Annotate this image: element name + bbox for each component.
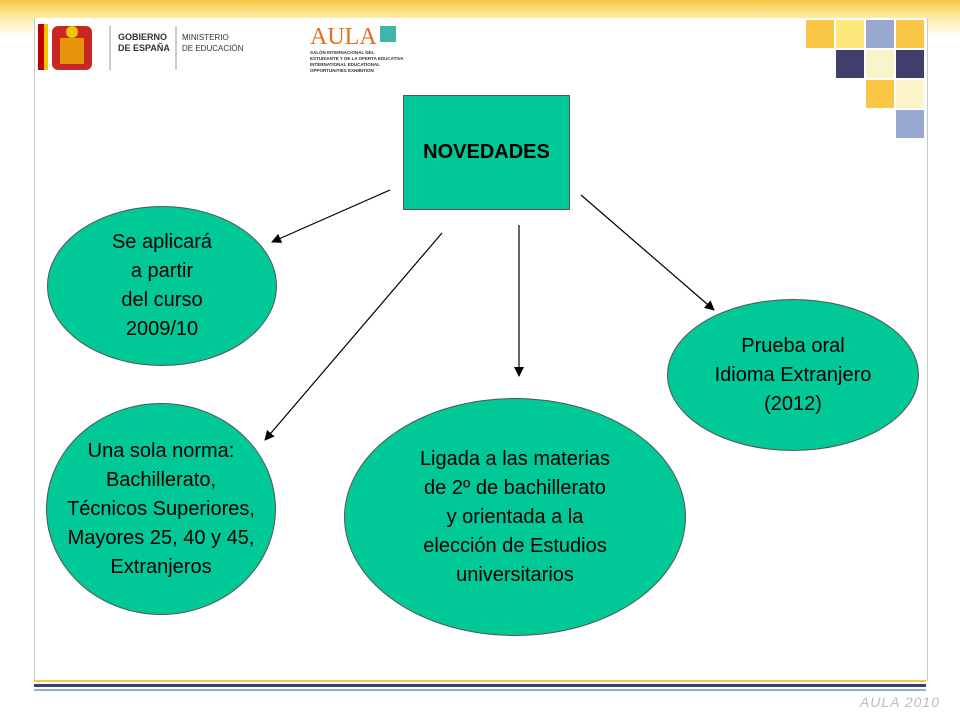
- node-oral-exam: Prueba oral Idioma Extranjero (2012): [667, 299, 919, 451]
- center-node-novedades: NOVEDADES: [403, 95, 570, 210]
- bottom-line-blue: [34, 689, 926, 691]
- gov-line2: DE ESPAÑA: [118, 43, 170, 53]
- node-subjects: Ligada a las materias de 2º de bachillerato y orientada a la elección de Estudios universitarios: [344, 398, 686, 636]
- aula-sub3: INTERNATIONAL EDUCATIONAL: [310, 62, 380, 67]
- arrow-to-oral: [581, 195, 714, 310]
- node-start-date: Se aplicará a partir del curso 2009/10: [47, 206, 277, 366]
- aula-sub2: ESTUDIANTE Y DE LA OFERTA EDUCATIVA: [310, 56, 404, 61]
- arrow-to-norma: [265, 233, 442, 440]
- arrow-to-start: [272, 190, 390, 242]
- ministry-line2: DE EDUCACIÓN: [182, 44, 244, 53]
- aula-sub4: OPPORTUNITIES EXHIBITION: [310, 68, 374, 73]
- gov-line1: GOBIERNO: [118, 32, 168, 42]
- node-single-norm: Una sola norma: Bachillerato, Técnicos Superiores, Mayores 25, 40 y 45, Extranjeros: [46, 403, 276, 615]
- footer-brand: AULA 2010: [859, 694, 940, 710]
- aula-sub1: SALÓN INTERNACIONAL DEL: [310, 50, 375, 55]
- bottom-line-navy: [34, 684, 926, 687]
- bottom-line-yellow: [34, 680, 926, 682]
- aula-wordmark: AULA: [310, 24, 377, 50]
- ministry-line1: MINISTERIO: [182, 33, 229, 42]
